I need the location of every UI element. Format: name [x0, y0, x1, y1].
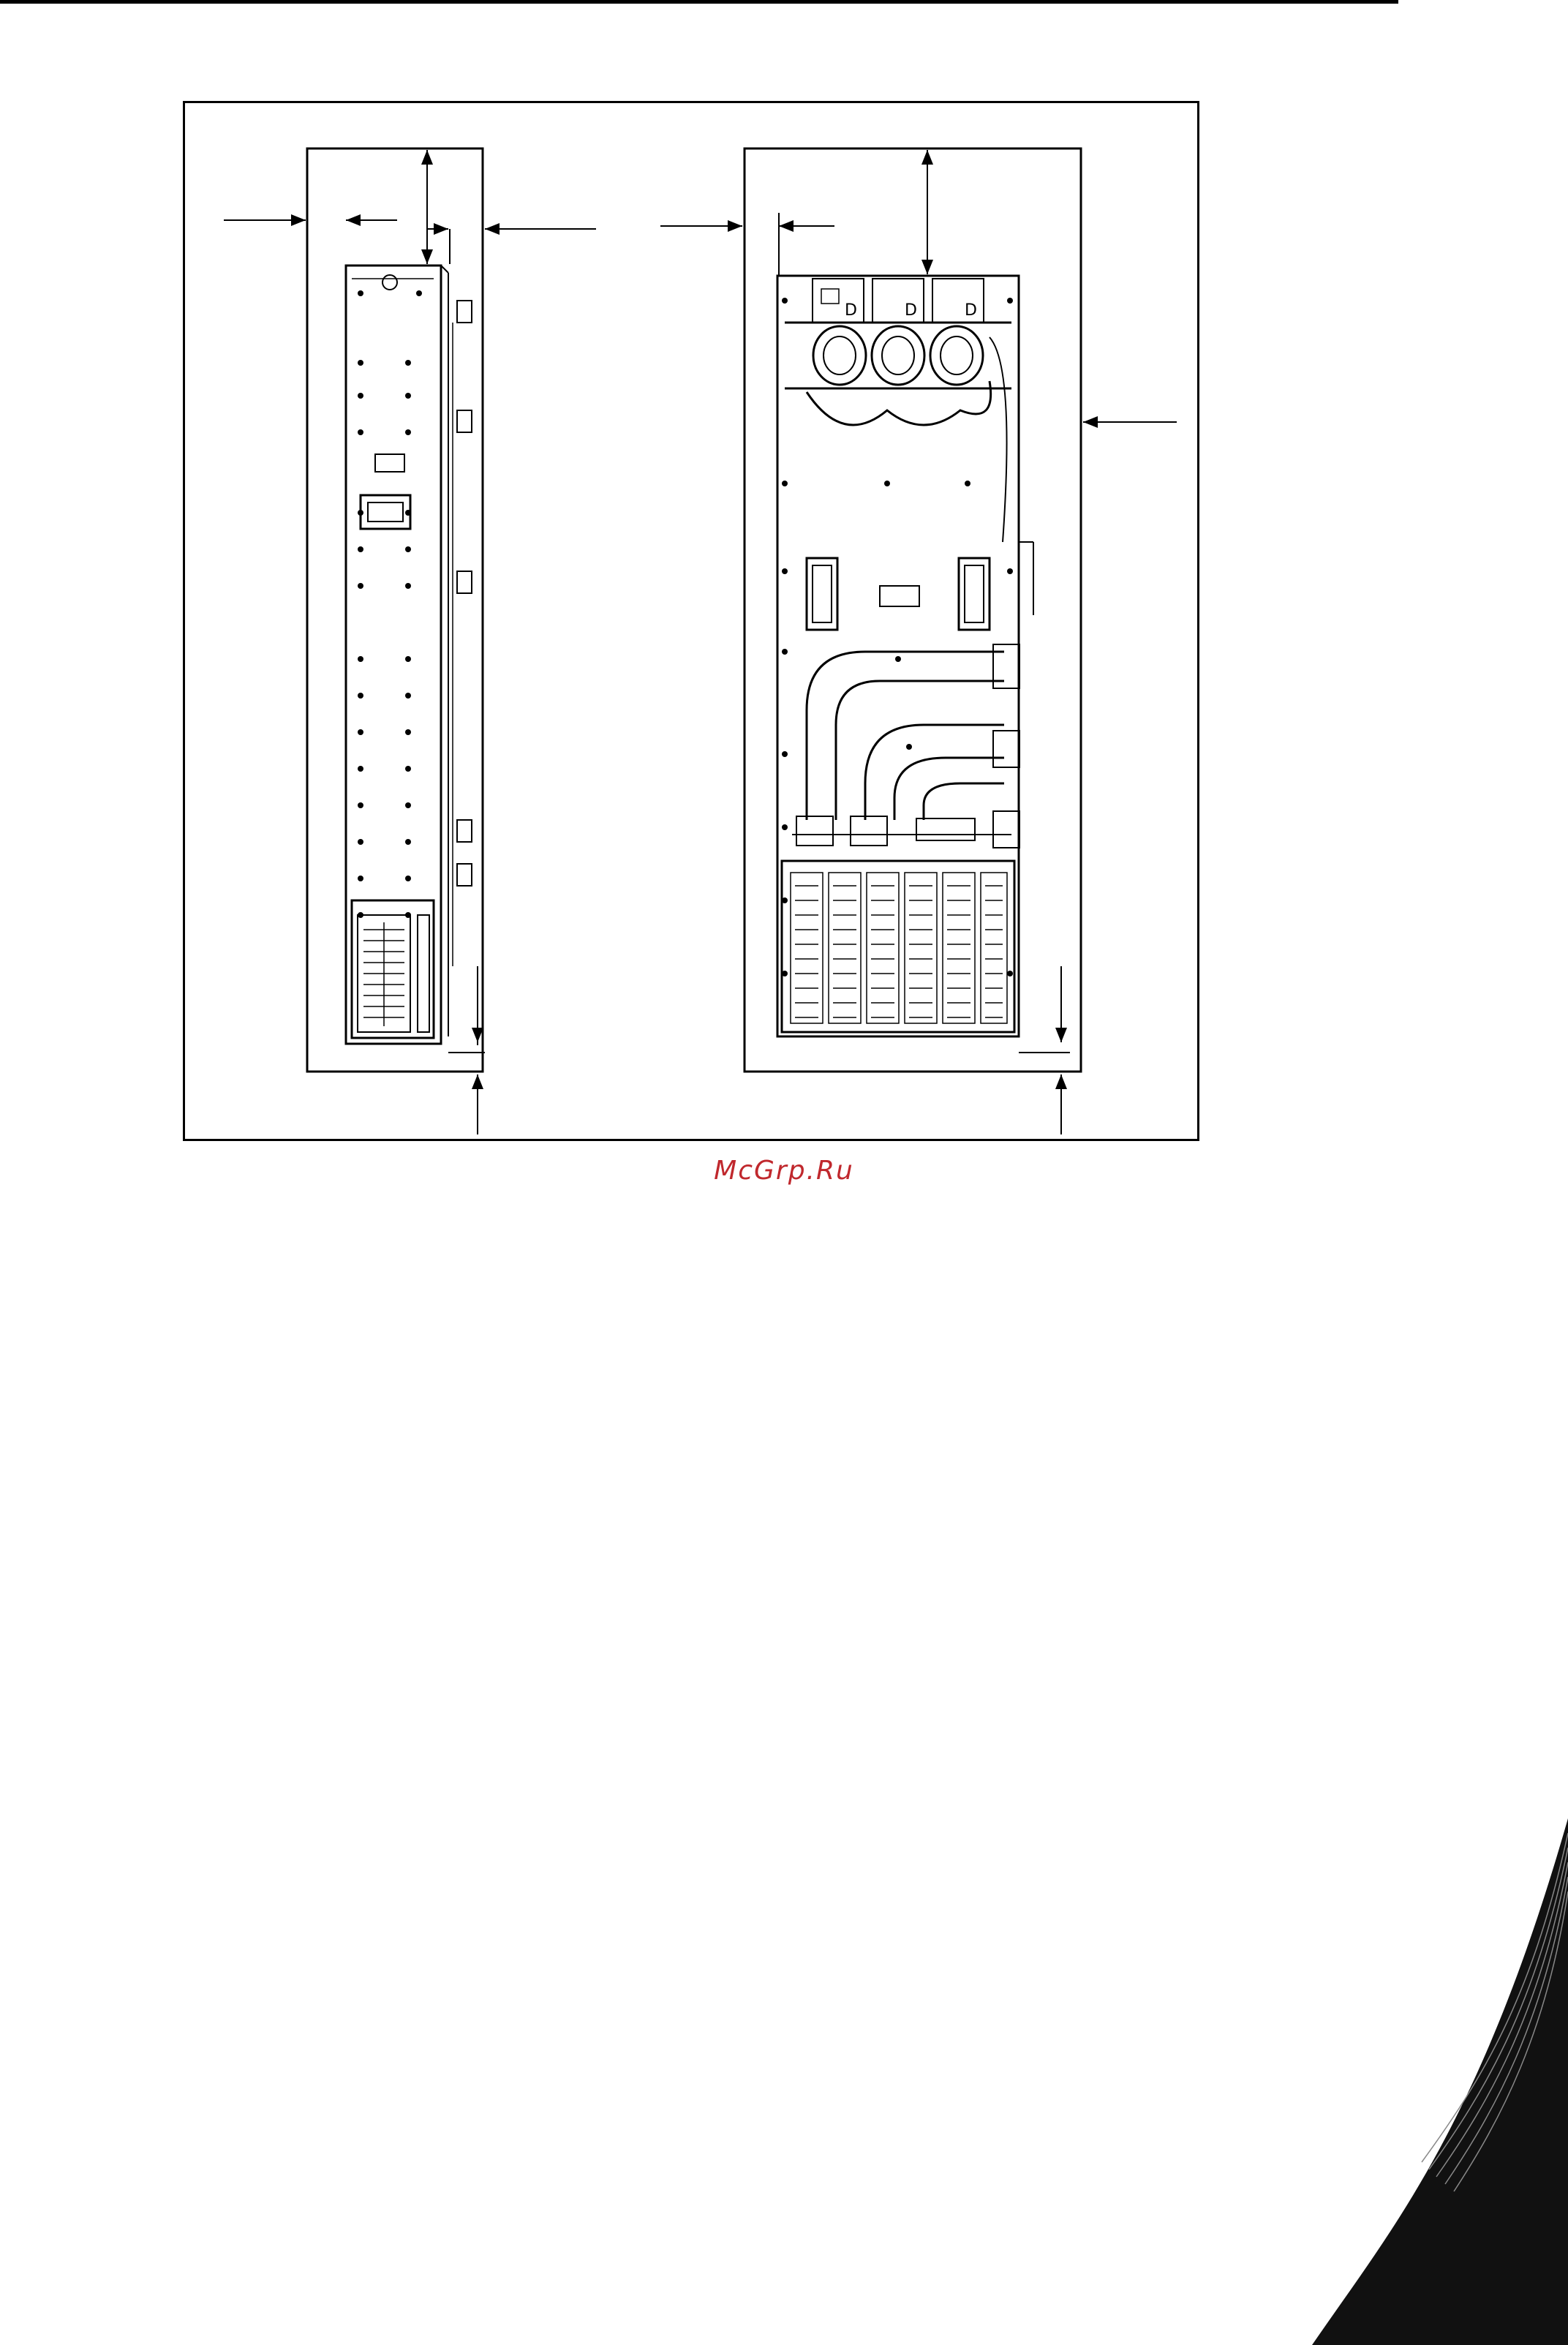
corner-swoosh-graphic — [1202, 1818, 1568, 2345]
right-handle — [959, 558, 990, 630]
cable-assembly — [785, 323, 1011, 542]
front-screws — [782, 298, 1013, 976]
watermark-text: McGrp.Ru — [714, 1156, 854, 1186]
side-screws — [358, 290, 422, 918]
fuse-blocks — [813, 279, 984, 323]
clearance-drawing-frame — [183, 101, 1199, 1141]
front-dimension-arrows — [660, 150, 1177, 1134]
front-view-clearance-box — [745, 148, 1081, 1072]
side-cabinet — [346, 266, 441, 1044]
rating-plate — [880, 586, 919, 606]
busbars — [792, 644, 1019, 848]
header-rule — [0, 0, 1398, 4]
left-handle — [807, 558, 837, 630]
front-view — [660, 148, 1177, 1134]
side-filter-grille — [363, 922, 404, 1026]
fuse-label-2: D — [905, 301, 917, 320]
fuse-label-1: D — [845, 301, 857, 320]
side-view — [224, 148, 596, 1134]
front-grille-frame — [782, 861, 1014, 1032]
clearance-drawing — [185, 103, 1197, 1139]
fuse-label-3: D — [965, 301, 977, 320]
front-grille — [791, 873, 1007, 1023]
